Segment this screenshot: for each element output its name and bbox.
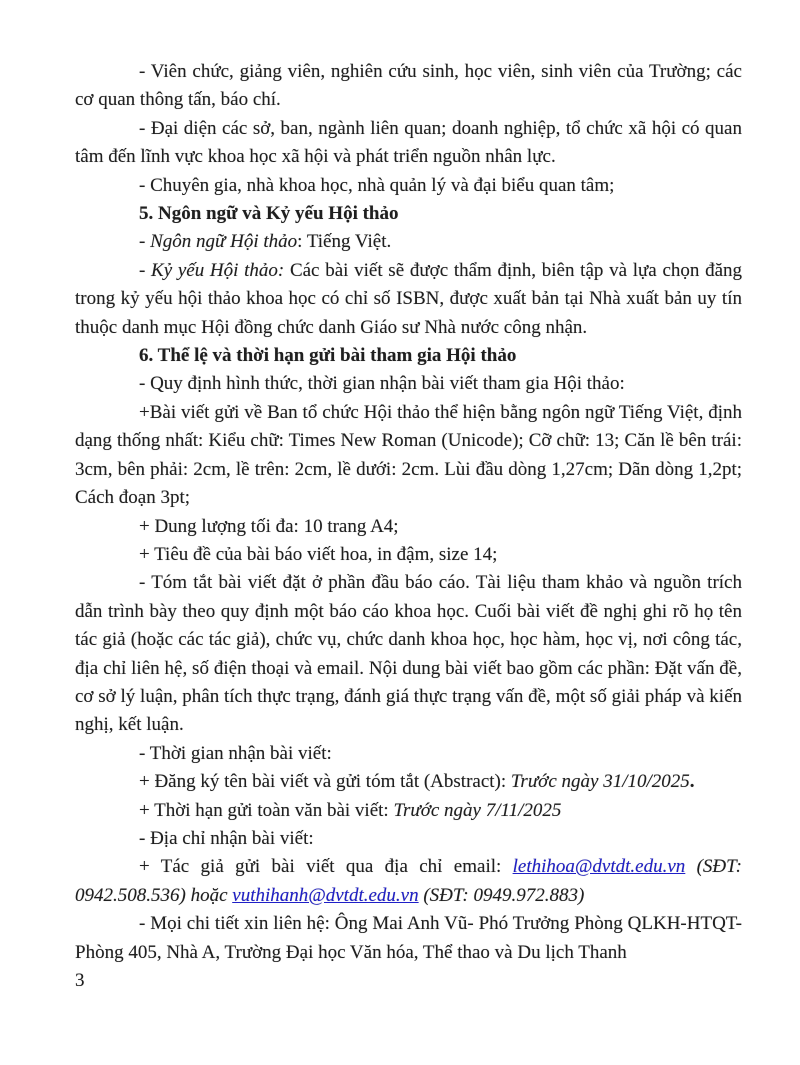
- attendee-item-1: [75, 58, 742, 115]
- text-segment: : Tiếng Việt.: [297, 231, 392, 253]
- section-5-heading: [75, 200, 742, 228]
- text-segment: Trước ngày 7/11/2025: [393, 799, 562, 821]
- text-segment: [685, 856, 696, 877]
- text-segment: +Bài viết gửi về Ban tổ chức Hội thảo thể hiện bằng ngôn ngữ Tiếng Việt, định dạng thống nhất: Kiểu chữ: Times New Roman (Unicode); Cỡ chữ: 13; Căn lề bên trái: 3cm, bên phải: 2cm, lề trên: 2cm, lề dưới: 2cm. Lùi đầu dòng 1,27cm; Dãn dòng 1,2pt; Cách đoạn 3pt;: [75, 401, 742, 509]
- text-segment: Các bài viết sẽ được thẩm định, biên tập và lựa chọn đăng trong kỷ yếu hội thảo khoa học có chỉ số ISBN, được xuất bản tại Nhà xuất bản uy tín thuộc danh mục Hội đồng chức danh Giáo sư Nhà nước công nhận.: [75, 259, 743, 338]
- text-segment: -: [139, 231, 151, 253]
- text-segment: Trước ngày 31/10/2025: [510, 771, 690, 793]
- text-segment: (SĐT: 0949.972.883): [418, 884, 585, 906]
- text-segment: + Thời hạn gửi toàn văn bài viết:: [139, 799, 394, 821]
- language-item: [75, 228, 742, 256]
- text-segment: - Tóm tắt bài viết đặt ở phần đầu báo cáo. Tài liệu tham khảo và nguồn trích dẫn trình bày theo quy định một báo cáo khoa học. Cuối bài viết đề nghị ghi rõ họ tên tác giả (hoặc các tác giả), chức vụ, chức danh khoa học, học hàm, học vị, nơi công tác, địa chỉ liên hệ, số điện thoại và email. Nội dung bài viết bao gồm các phần: Đặt vấn đề, cơ sở lý luận, phân tích thực trạng, đánh giá thực trạng vấn đề, một số giải pháp và kiến nghị, kết luận.: [75, 572, 742, 736]
- text-segment: - Chuyên gia, nhà khoa học, nhà quản lý và đại biểu quan tâm;: [139, 174, 615, 196]
- title-rule: [75, 541, 742, 569]
- attendee-item-2: [75, 115, 742, 172]
- text-segment: + Đăng ký tên bài viết và gửi tóm tắt (Abstract):: [139, 771, 511, 793]
- text-segment: - Thời gian nhận bài viết:: [139, 742, 332, 764]
- section-6-heading: [75, 342, 742, 370]
- text-segment: - Địa chỉ nhận bài viết:: [139, 827, 314, 849]
- contact-person: [75, 910, 742, 967]
- address-intro: [75, 825, 742, 853]
- text-segment: + Tiêu đề của bài báo viết hoa, in đậm, size 14;: [139, 543, 498, 565]
- format-intro: [75, 370, 742, 398]
- format-rules: [75, 399, 742, 513]
- attendee-item-3: [75, 172, 742, 200]
- text-segment: - Viên chức, giảng viên, nghiên cứu sinh, học viên, sinh viên của Trường; các cơ quan thông tấn, báo chí.: [75, 61, 742, 111]
- text-segment: Kỷ yếu Hội thảo:: [151, 259, 285, 281]
- abstract-structure-rule: [75, 569, 742, 739]
- text-segment: .: [689, 771, 695, 793]
- deadline-intro: [75, 740, 742, 768]
- text-segment: -: [139, 259, 152, 281]
- fulltext-deadline: [75, 797, 742, 825]
- proceedings-item: [75, 257, 742, 342]
- text-segment: - Quy định hình thức, thời gian nhận bài viết tham gia Hội thảo:: [139, 373, 625, 395]
- text-segment: Ngôn ngữ Hội thảo: [150, 231, 298, 253]
- email-contacts: [75, 853, 742, 910]
- text-segment: (SĐT: 0942.508.536) hoặc: [75, 856, 743, 906]
- text-segment: 5. Ngôn ngữ và Kỷ yếu Hội thảo: [139, 203, 399, 225]
- email-link-lethihoa[interactable]: lethihoa@dvtdt.edu.vn: [512, 856, 686, 878]
- text-segment: - Mọi chi tiết xin liên hệ: Ông Mai Anh Vũ- Phó Trưởng Phòng QLKH-HTQT- Phòng 405, Nhà A, Trường Đại học Văn hóa, Thể thao và Du lịch Thanh: [75, 913, 742, 963]
- text-segment: + Dung lượng tối đa: 10 trang A4;: [139, 515, 399, 537]
- abstract-deadline: [75, 768, 742, 796]
- text-segment: + Tác giả gửi bài viết qua địa chỉ email:: [139, 856, 513, 878]
- text-segment: - Đại diện các sở, ban, ngành liên quan; doanh nghiệp, tổ chức xã hội có quan tâm đến lĩnh vực khoa học xã hội và phát triển nguồn nhân lực.: [75, 117, 742, 168]
- text-segment: 6. Thể lệ và thời hạn gửi bài tham gia Hội thảo: [139, 345, 517, 367]
- email-link-vuthihanh[interactable]: vuthihanh@dvtdt.edu.vn: [232, 884, 419, 906]
- page-number: 3: [75, 970, 85, 991]
- max-length-rule: [75, 513, 742, 541]
